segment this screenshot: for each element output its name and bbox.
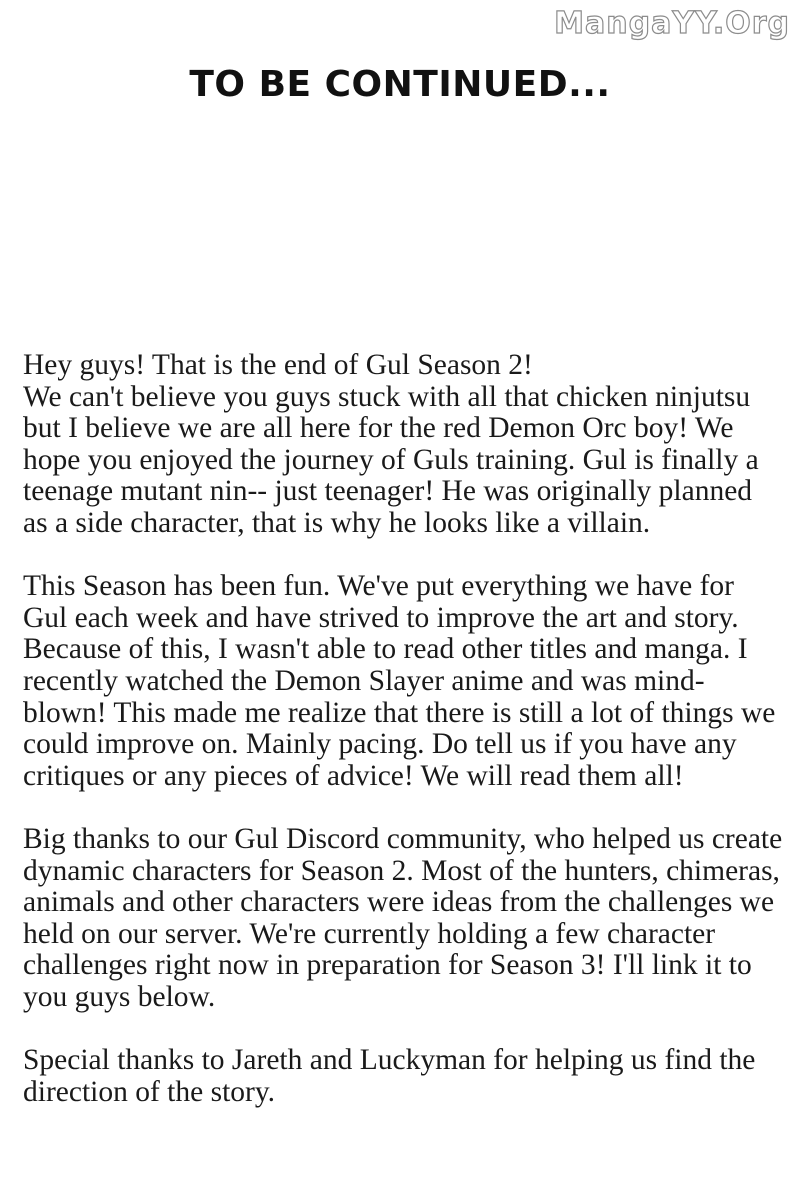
page-title: TO BE CONTINUED... (189, 64, 611, 105)
author-note (23, 350, 783, 1140)
note-paragraph-2: This Season has been fun. We've put everything we have for Gul each week and have strived to improve the art and story. Because of this, I wasn't able to read other titles and manga. I recently watched the Demon Slayer anime and was mind-blown! This made me realize that there is still a lot of things we could improve on. Mainly pacing. Do tell us if you have any critiques or any pieces of advice! We will read them all! (23, 570, 776, 792)
note-paragraph-1: Hey guys! That is the end of Gul Season 2! We can't believe you guys stuck with all that chicken ninjutsu but I believe we are all here for the red Demon Orc boy! We hope you enjoyed the journey of Guls training. Gul is finally a teenage mutant nin-- just teenager! He was originally planned as a side character, that is why he looks like a villain. (23, 349, 759, 539)
note-paragraph-3: Big thanks to our Gul Discord community, who helped us create dynamic characters for Season 2. Most of the hunters, chimeras, animals and other characters were ideas from the challenges we held on our server. We're currently holding a few character challenges right now in preparation for Season 3! I'll link it to you guys below. (23, 822, 783, 1013)
note-paragraph-4: Special thanks to Jareth and Luckyman for helping us find the direction of the story. (23, 1044, 756, 1108)
site-watermark: MangaYY.Org (554, 6, 790, 41)
